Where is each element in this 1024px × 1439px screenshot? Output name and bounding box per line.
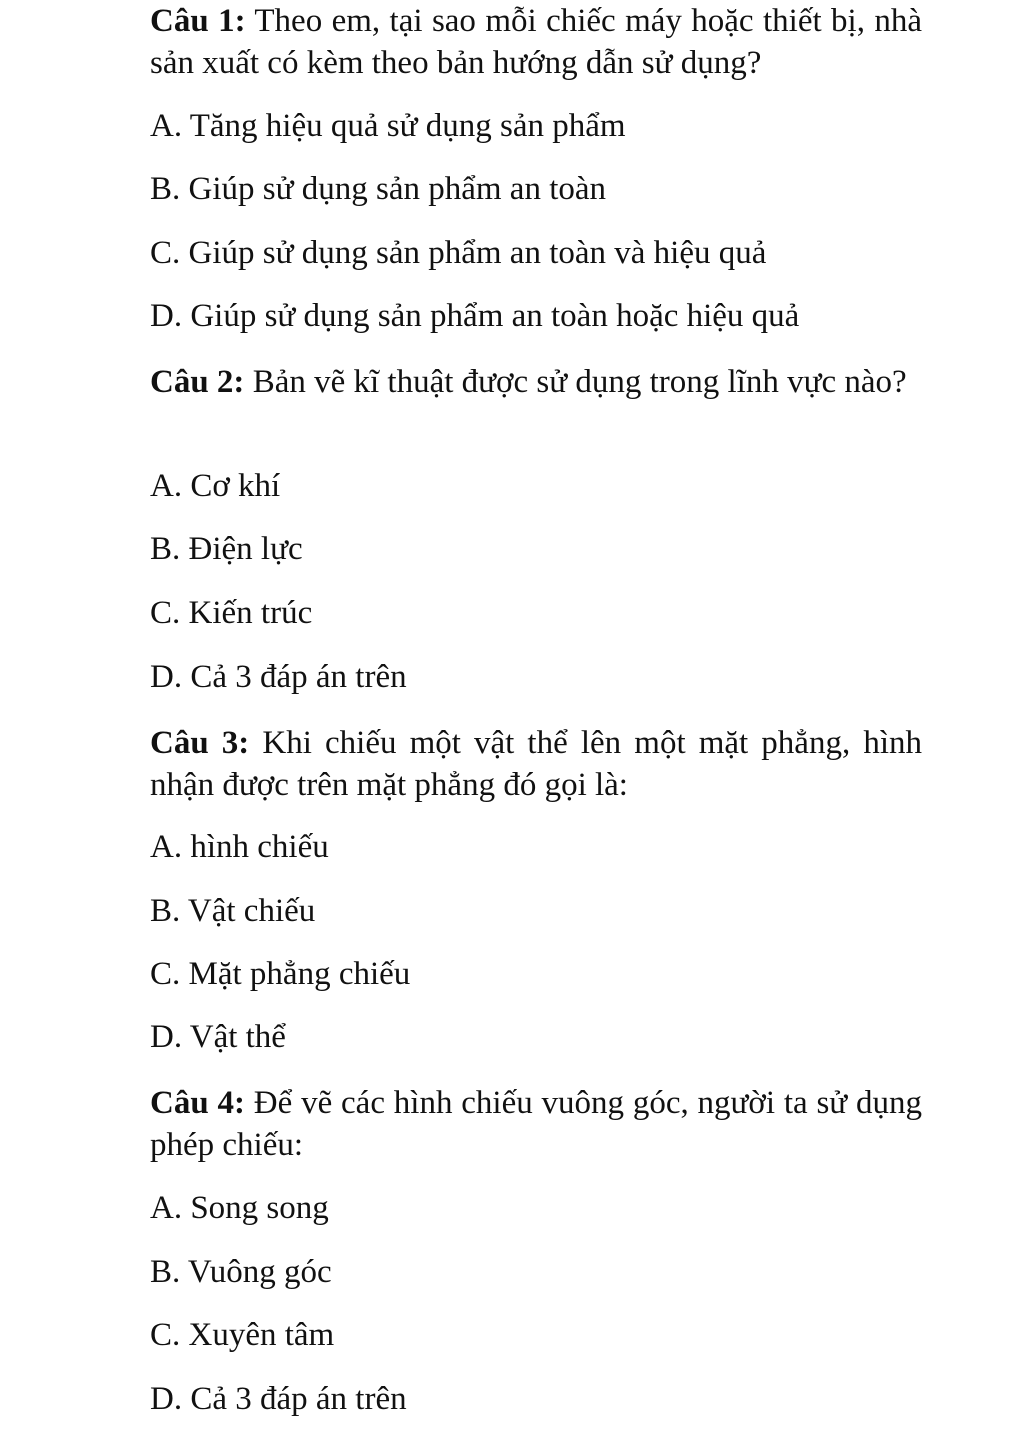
question-4 xyxy=(150,1082,922,1166)
question-2-text: Bản vẽ kĩ thuật được sử dụng trong lĩnh vực nào? xyxy=(252,364,907,400)
question-3-label: Câu 3: xyxy=(150,725,250,761)
question-4-option-d: D. Cả 3 đáp án trên xyxy=(150,1381,407,1417)
question-4-label: Câu 4: xyxy=(150,1085,245,1121)
question-4-option-b: B. Vuông góc xyxy=(150,1254,332,1290)
question-2-label: Câu 2: xyxy=(150,364,245,400)
question-1-option-c: C. Giúp sử dụng sản phẩm an toàn và hiệu quả xyxy=(150,235,767,271)
question-1-option-d: D. Giúp sử dụng sản phẩm an toàn hoặc hiệu quả xyxy=(150,298,800,334)
question-3-option-a: A. hình chiếu xyxy=(150,829,329,865)
question-3-option-c: C. Mặt phẳng chiếu xyxy=(150,956,411,992)
question-4-text: Để vẽ các hình chiếu vuông góc, người ta sử dụng phép chiếu: xyxy=(150,1085,922,1163)
question-3-option-d: D. Vật thể xyxy=(150,1019,286,1055)
question-2-option-d: D. Cả 3 đáp án trên xyxy=(150,659,407,695)
question-2-option-c: C. Kiến trúc xyxy=(150,595,313,631)
question-1-label: Câu 1: xyxy=(150,3,246,39)
question-4-option-c: C. Xuyên tâm xyxy=(150,1317,335,1353)
question-3 xyxy=(150,722,922,806)
question-3-option-b: B. Vật chiếu xyxy=(150,893,316,929)
question-4-option-a: A. Song song xyxy=(150,1190,329,1226)
question-3-text: Khi chiếu một vật thể lên một mặt phẳng, hình nhận được trên mặt phẳng đó gọi là: xyxy=(150,725,922,803)
question-1 xyxy=(150,0,922,84)
question-1-option-a: A. Tăng hiệu quả sử dụng sản phẩm xyxy=(150,108,626,144)
question-1-option-b: B. Giúp sử dụng sản phẩm an toàn xyxy=(150,171,607,207)
question-2 xyxy=(150,361,922,403)
question-2-option-a: A. Cơ khí xyxy=(150,468,281,504)
question-2-option-b: B. Điện lực xyxy=(150,531,303,567)
question-1-text: Theo em, tại sao mỗi chiếc máy hoặc thiết bị, nhà sản xuất có kèm theo bản hướng dẫn sử dụng? xyxy=(150,3,922,81)
